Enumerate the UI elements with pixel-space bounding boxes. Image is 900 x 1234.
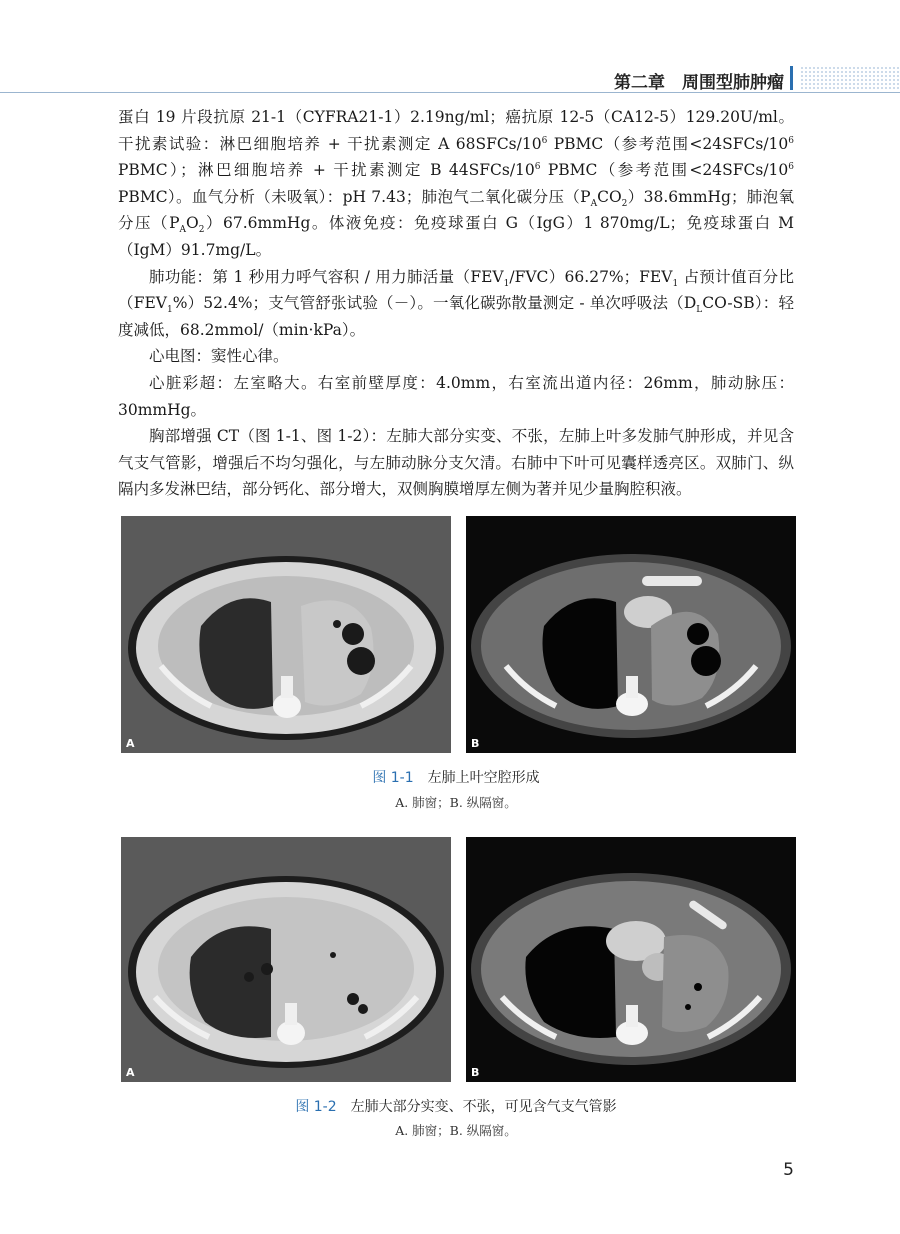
- paragraph-lung-function: 肺功能：第 1 秒用力呼气容积 / 用力肺活量$(FEV_1/FVC)66.27\%$；$FEV_1$ 占预计值百分比$(FEV_1\%)52.4\%$；支气管舒张试验（－）。一氧化碳弥散量测定 - 单次呼吸法$(D_LCO-SB)$：轻度减低，68.2mmol/（min·kPa）。: [118, 267, 794, 339]
- ct-image-mediastinal-window: [466, 516, 796, 753]
- paragraph-echo: 心脏彩超：左室略大。右室前壁厚度：4.0mm，右室流出道内径：26mm，肺动脉压：30mmHg。: [118, 373, 794, 419]
- figure-title: 左肺上叶空腔形成: [427, 770, 540, 786]
- figure-title: 左肺大部分实变、不张，可见含气支气管影: [350, 1099, 617, 1115]
- paragraph-lab-results: 蛋白 19 片段抗原 21-1（CYFRA21-1）2.19ng/ml；癌抗原 12-5（CA12-5）129.20U/ml。干扰素试验：淋巴细胞培养 + 干扰素测定 A $68SFCs/10^6$ PBMC（参考范围$<24SFCs/10^6$ PBMC）；淋巴细胞培养 + 干扰素测定 B $44SFCs/10^6$ PBMC（参考范围$<24SFCs/10^6$ PBMC）。血气分析（未吸氧）：pH 7.43；肺泡气二氧化碳分压$(P_ACO_2)38.6mmHg$；肺泡氧分压$(P_AO_2)67.6mmHg$。体液免疫：免疫球蛋白 G（IgG）1 870mg/L；免疫球蛋白 M（IgM）91.7mg/L。: [118, 108, 795, 259]
- figure-1-2: [118, 837, 794, 1137]
- figure-caption: [118, 1096, 794, 1116]
- header-dot-pattern: [800, 66, 900, 90]
- header-accent-bar: [790, 66, 793, 90]
- figure-number: 图 1-1: [372, 770, 414, 786]
- panel-label-a: A: [126, 737, 135, 750]
- running-header: [0, 62, 900, 98]
- panel-label-b: B: [471, 1066, 480, 1079]
- ct-image-lung-window: [121, 516, 451, 753]
- ct-image-lung-window: [121, 837, 451, 1082]
- body-text: [118, 104, 794, 503]
- chapter-title: 第二章 周围型肺肿瘤: [614, 73, 784, 93]
- ct-image-mediastinal-window: [466, 837, 796, 1082]
- paragraph-ct: 胸部增强 CT（图 1-1、图 1-2）：左肺大部分实变、不张，左肺上叶多发肺气肿形成，并见含气支气管影，增强后不均匀强化，与左肺动脉分支欠清。右肺中下叶可见囊样透亮区。双肺门、纵隔内多发淋巴结，部分钙化、部分增大，双侧胸膜增厚左侧为著并见少量胸腔积液。: [118, 427, 794, 499]
- figure-number: 图 1-2: [295, 1099, 337, 1115]
- paragraph-ecg: 心电图：窦性心律。: [149, 347, 289, 366]
- panel-label-b: B: [471, 737, 480, 750]
- figure-subcaption: A. 肺窗；B. 纵隔窗。: [395, 795, 517, 810]
- figure-1-1: [118, 516, 794, 816]
- panel-label-a: A: [126, 1066, 135, 1079]
- page-number: 5: [783, 1160, 794, 1180]
- figure-caption: [118, 767, 794, 787]
- figure-subcaption: A. 肺窗；B. 纵隔窗。: [395, 1123, 517, 1138]
